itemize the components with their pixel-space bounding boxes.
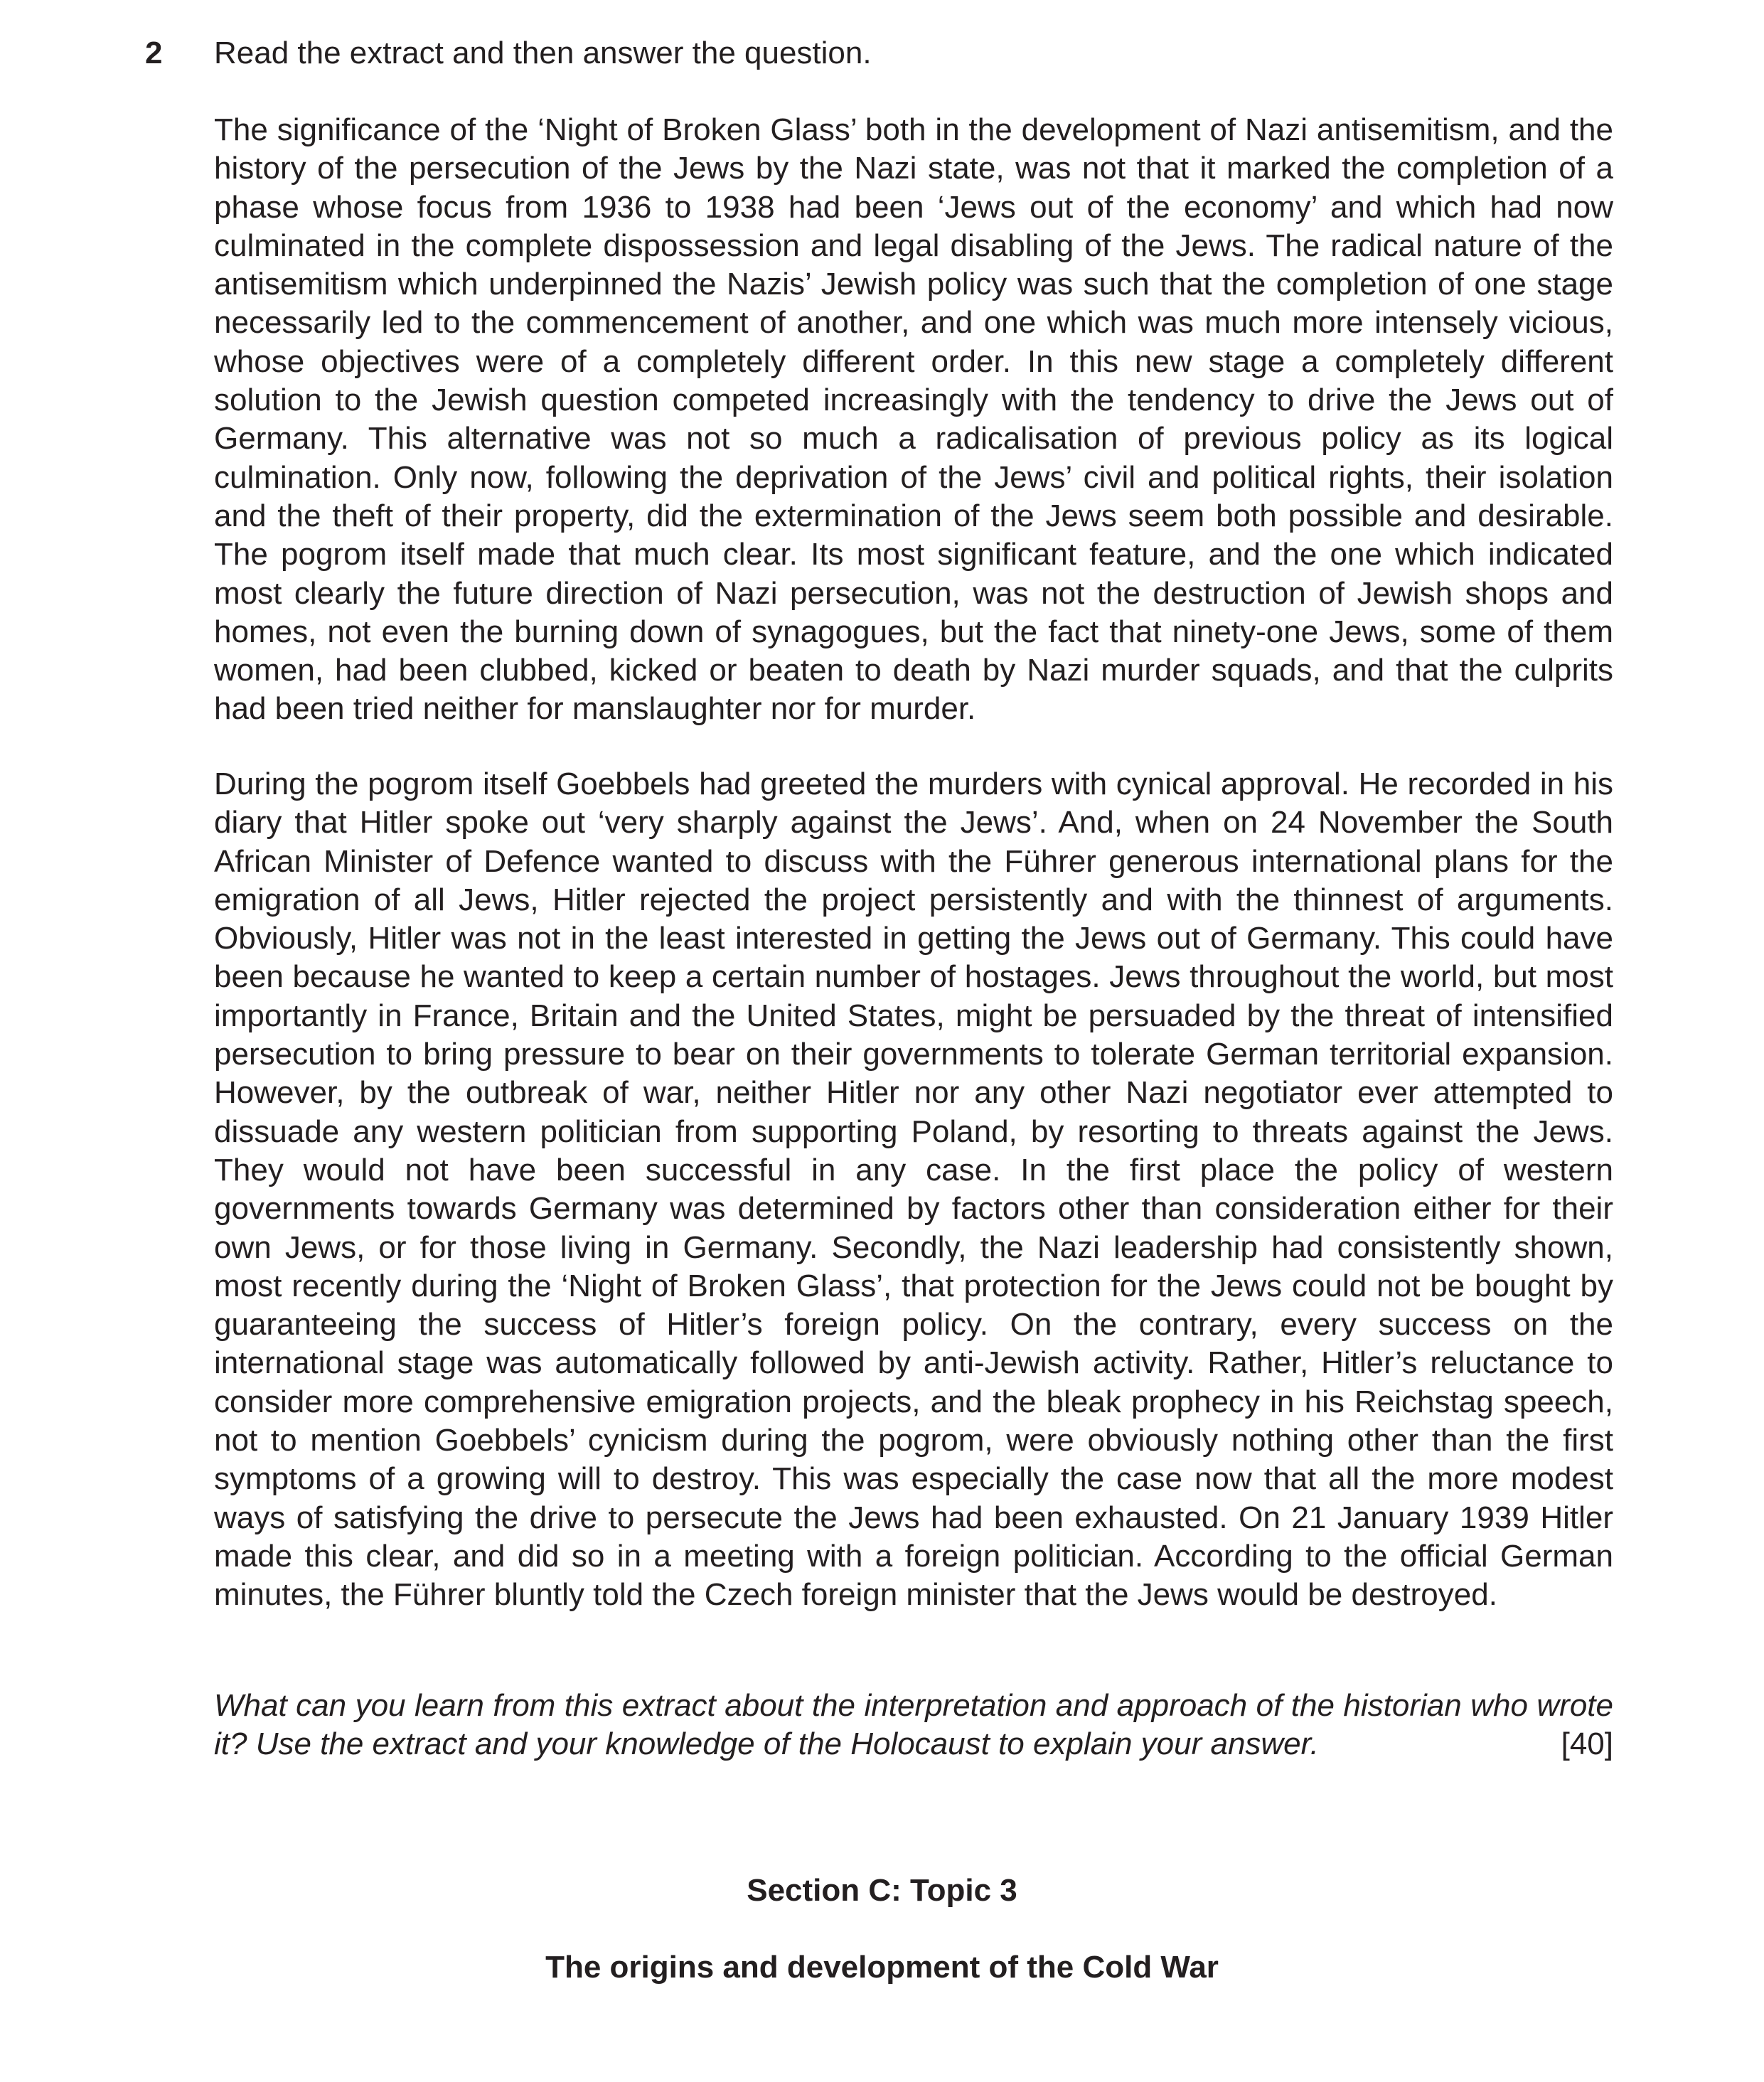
extract-paragraph-1: The significance of the ‘Night of Broken Glass’ both in the development of Nazi antisemitism, and the history of the persecution of the Jews by the Nazi state, was not that it marked the completion of a phase whose focus from 1936 to 1938 had been ‘Jews out of the economy’ and which had now culminated in the complete dispossession and legal disabling of the Jews. The radical nature of the antisemitism which underpinned the Nazis’ Jewish policy was such that the completion of one stage necessarily led to the commencement of another, and one which was much more intensely vicious, whose objectives were of a completely different order. In this new stage a completely different solution to the Jewish question competed increasingly with the tendency to drive the Jews out of Germany. This alternative was not so much a radicalisation of previous policy as its logical culmination. Only now, following the deprivation of the Jews’ civil and political rights, their isolation and the theft of their property, did the extermination of the Jews seem both possible and desirable. The pogrom itself made that much clear. Its most significant feature, and the one which indicated most clearly the future direction of Nazi persecution, was not the destruction of Jewish shops and homes, not even the burning down of synagogues, but the fact that ninety-one Jews, some of them women, had been clubbed, kicked or beaten to death by Nazi murder squads, and that the culprits had been tried neither for manslaughter nor for murder. <box>214 112 1613 727</box>
extract-paragraph-2: During the pogrom itself Goebbels had greeted the murders with cynical approval. He recorded in his diary that Hitler spoke out ‘very sharply against the Jews’. And, when on 24 November the South African Minister of Defence wanted to discuss with the Führer generous international plans for the emigration of all Jews, Hitler rejected the project persistently and with the thinnest of arguments. Obviously, Hitler was not in the least interested in getting the Jews out of Germany. This could have been because he wanted to keep a certain number of hostages. Jews throughout the world, but most importantly in France, Britain and the United States, might be persuaded by the threat of intensified persecution to bring pressure to bear on their governments to tolerate German territorial expansion. However, by the outbreak of war, neither Hitler nor any other Nazi negotiator ever attempted to dissuade any western politician from supporting Poland, by resorting to threats against the Jews. They would not have been successful in any case. In the first place the policy of western governments towards Germany was determined by factors other than consideration either for their own Jews, or for those living in Germany. Secondly, the Nazi leadership had consistently shown, most recently during the ‘Night of Broken Glass’, that protection for the Jews could not be bought by guaranteeing the success of Hitler’s foreign policy. On the contrary, every success on the international stage was automatically followed by anti-Jewish activity. Rather, Hitler’s reluctance to consider more comprehensive emigration projects, and the bleak prophecy in his Reichstag speech, not to mention Goebbels’ cynicism during the pogrom, were obviously nothing other than the first symptoms of a growing will to destroy. This was especially the case now that all the more modest ways of satisfying the drive to persecute the Jews had been exhausted. On 21 January 1939 Hitler made this clear, and did so in a meeting with a foreign politician. According to the official German minutes, the Führer bluntly told the Czech foreign minister that the Jews would be destroyed. <box>214 767 1613 1613</box>
section-heading: Section C: Topic 3 <box>747 1873 1017 1908</box>
question-instruction: Read the extract and then answer the question. <box>214 36 872 70</box>
question-number: 2 <box>145 36 163 70</box>
question-marks: [40] <box>1561 1726 1613 1761</box>
question-prompt: What can you learn from this extract about the interpretation and approach of the historian who wrote it? Use the extract and your knowledge of the Holocaust to explain your answer. <box>214 1688 1613 1762</box>
section-topic-title: The origins and development of the Cold War <box>545 1950 1219 1985</box>
